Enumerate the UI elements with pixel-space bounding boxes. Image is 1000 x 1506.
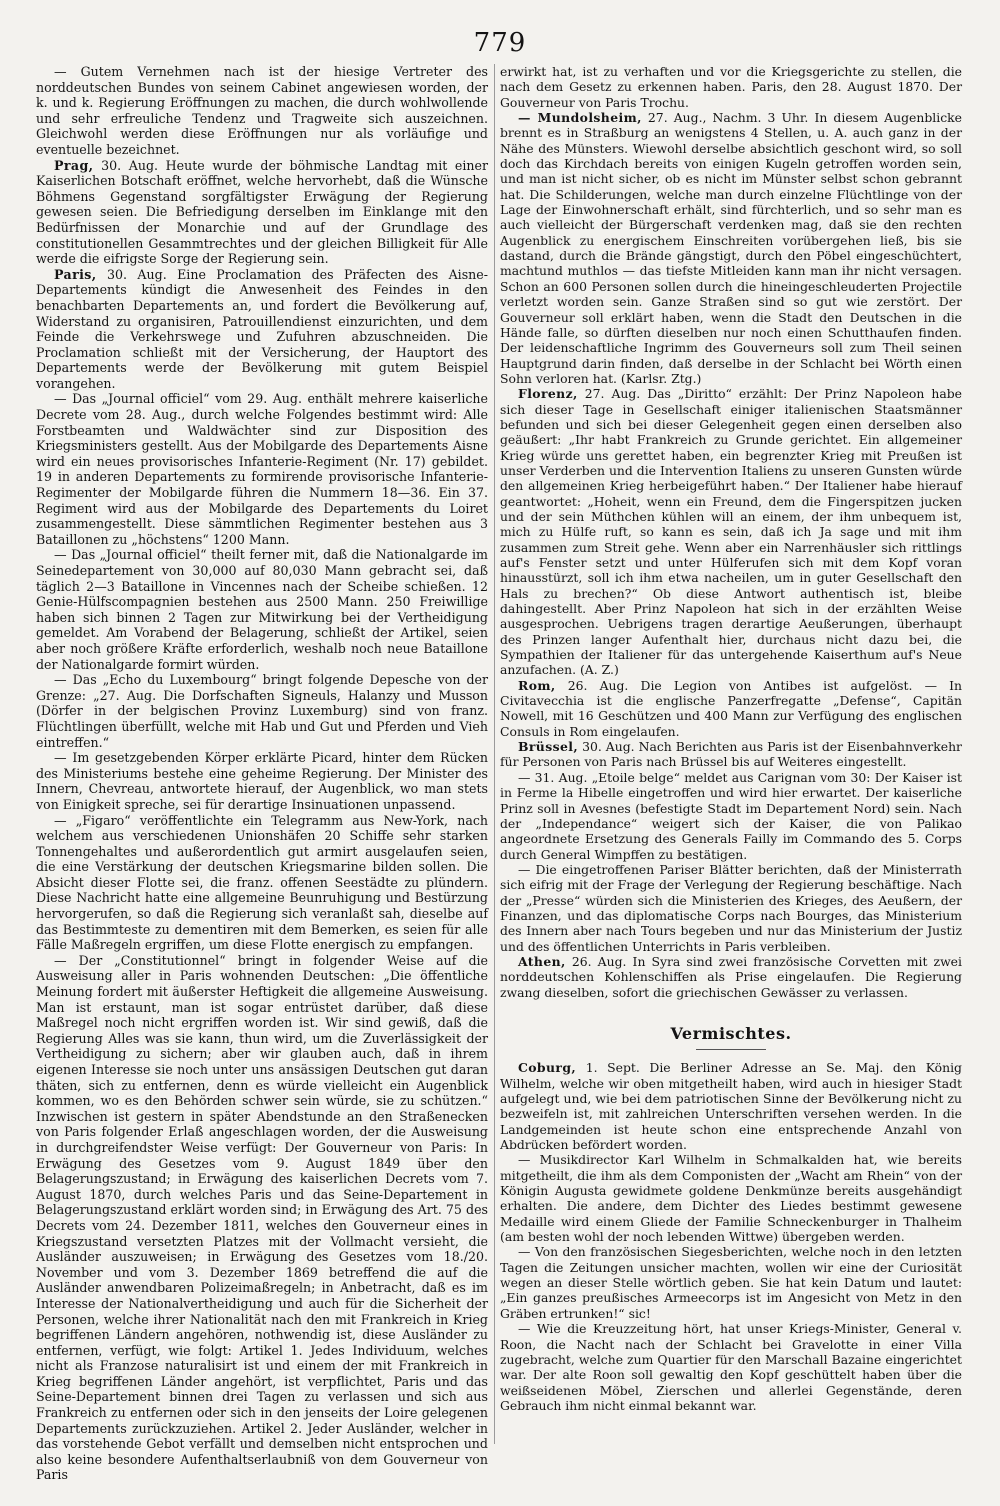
column-divider bbox=[494, 64, 495, 1444]
article-paragraph bbox=[500, 678, 962, 739]
dateline: Brüssel, bbox=[518, 739, 579, 755]
article-paragraph bbox=[500, 954, 962, 1000]
page-number: 779 bbox=[473, 28, 527, 58]
article-paragraph bbox=[500, 770, 962, 862]
dateline: — Mundolsheim, bbox=[518, 110, 642, 126]
paragraph-text: — 31. Aug. „Etoile belge“ meldet aus Carignan vom 30: Der Kaiser ist in Ferme la Hibelle eingetroffen und wird hier erwartet. Der kaiserliche Prinz soll in Avesnes (befestigte Stadt im Departement Nord) sein. Nach der „Independance“ weigert sich der Kaiser, die von Palikao angeordnete Ersetzung des Generals Failly im Commando des 5. Corps durch General Wimpffen zu bestätigen. bbox=[500, 769, 962, 862]
dateline: Paris, bbox=[54, 266, 97, 282]
article-paragraph bbox=[500, 386, 962, 678]
news-section bbox=[500, 64, 962, 1000]
miscellany-section bbox=[500, 1060, 962, 1413]
article-paragraph bbox=[500, 1244, 962, 1321]
paragraph-text: — Wie die Kreuzzeitung hört, hat unser Kriegs-Minister, General v. Roon, die Nacht nach der Schlacht bei Gravelotte in einer Villa zugebracht, welche zum Quartier für den Marschall Bazaine eingerichtet war. Der alte Roon soll gewaltig den Kopf geschüttelt haben über die weißseidenen Möbel, Zierschen und allerlei Gegenstände, deren Gebrauch ihm nicht einmal bekannt war. bbox=[500, 1321, 962, 1413]
article-paragraph bbox=[500, 64, 962, 110]
paragraph-text: 26. Aug. Die Legion von Antibes ist aufgelöst. — In Civitavecchia ist die englische Panzerfregatte „Defense“, Capitän Nowell, mit 16 Geschützen und 400 Mann zur Verfügung des englischen Consuls in Rom eingelaufen. bbox=[500, 677, 962, 739]
section-heading: Vermischtes. bbox=[670, 1023, 792, 1043]
article-paragraph bbox=[500, 862, 962, 954]
article-paragraph bbox=[500, 739, 962, 770]
dateline: Athen, bbox=[518, 953, 566, 969]
dateline: Coburg, bbox=[518, 1060, 577, 1076]
article-paragraph bbox=[500, 1152, 962, 1244]
article-paragraph bbox=[36, 267, 488, 392]
paragraph-text: 1. Sept. Die Berliner Adresse an Se. Maj. den König Wilhelm, welche wir oben mitgetheilt haben, wird auch in hiesiger Stadt aufgelegt und, wie bei dem patriotischen Sinne der Bevölkerung nicht zu bezweifeln ist, mit zahlreichen Unterschriften versehen werden. In die Landgemeinden ist heute schon eine entsprechende Anzahl von Abdrücken befördert worden. bbox=[500, 1060, 962, 1153]
heading-rule bbox=[696, 1049, 766, 1050]
paragraph-text: — Von den französischen Siegesberichten, welche noch in den letzten Tagen die Zeitungen unsicher machten, wollen wir eine der Curiosität wegen an dieser Stelle wörtlich geben. Sie hat kein Datum und lautet: „Ein ganzes preußisches Armeecorps ist im Angesicht von Metz in den Gräben ertrunken!“ sic! bbox=[500, 1244, 962, 1321]
dateline: Florenz, bbox=[518, 386, 578, 402]
paragraph-text: 30. Aug. Eine Proclamation des Präfecten des Aisne-Departements kündigt die Anwesenheit des Feindes in den benachbarten Departements an, und fordert die Bevölkerung auf, Widerstand zu organisiren, Patrouillendienst einzurichten, und dem Feinde die Verkehrswege und Zufuhren abzuschneiden. Die Proclamation schließt mit der Versicherung, der Hauptort des Departements werde der Bevölkerung mit gutem Beispiel vorangehen. bbox=[36, 266, 488, 391]
article-paragraph bbox=[500, 110, 962, 386]
dateline: Rom, bbox=[518, 677, 556, 693]
paragraph-text: 26. Aug. In Syra sind zwei französische Corvetten mit zwei norddeutschen Kohlenschiffen als Prise eingelaufen. Die Regierung zwang dieselben, sofort die griechischen Gewässer zu verlassen. bbox=[500, 953, 962, 1000]
paragraph-text: erwirkt hat, ist zu verhaften und vor die Kriegsgerichte zu stellen, die nach dem Gesetz zu erkennen haben. Paris, den 28. August 1870. Der Gouverneur von Paris Trochu. bbox=[500, 64, 962, 110]
article-paragraph bbox=[36, 953, 488, 1483]
paragraph-text: — Das „Journal officiel“ theilt ferner mit, daß die Nationalgarde im Seinedepartement von 30,000 auf 80,030 Mann gebracht sei, daß täglich 2—3 Bataillone in Vincennes nach der Scheibe schießen. 12 Genie-Hülfscompagnien bestehen aus 2500 Mann. 250 Freiwillige haben sich binnen 2 Tagen zur Mitwirkung bei der Vertheidigung gemeldet. Am Vorabend der Belagerung, schließt der Artikel, seien aber noch größere Kräfte erforderlich, weshalb noch neue Bataillone der Nationalgarde formirt würden. bbox=[36, 547, 488, 672]
paragraph-text: — Der „Constitutionnel“ bringt in folgender Weise auf die Ausweisung aller in Paris wohnenden Deutschen: „Die öffentliche Meinung fordert mit äußerster Heftigkeit die allgemeine Ausweisung. Man ist erstaunt, man ist sogar entrüstet darüber, daß diese Maßregel noch nicht ergriffen worden ist. Wir sind gewiß, daß die Regierung Alles was sie kann, thun wird, um die Zuverlässigkeit der Vertheidigung zu sichern; aber wir glauben auch, daß in ihrem eigenen Interesse sie noch unter uns ansässigen Deutschen gut daran thäten, sich zu entfernen, denn es würde vielleicht ein Augenblick kommen, wo es den Behörden schwer sein würde, sie zu schützen.“ Inzwischen ist gestern in später Abendstunde an den Straßenecken von Paris folgender Erlaß angeschlagen worden, der die Ausweisung in durchgreifendster Weise verfügt: Der Gouverneur von Paris: In Erwägung des Gesetzes vom 9. August 1849 über den Belagerungszustand; in Erwägung des kaiserlichen Decrets vom 7. August 1870, durch welches Paris und das Seine-Departement in Belagerungszustand erklärt worden sind; in Erwägung des Art. 75 des Decrets vom 24. Dezember 1811, welches den Gouverneur eines in Kriegszustand versetzten Platzes mit der Vollmacht versieht, die Ausländer auszuweisen; in Erwägung des Gesetzes vom 18./20. November und vom 3. Dezember 1869 betreffend die auf die Ausländer anwendbaren Polizeimaßregeln; in Anbetracht, daß es im Interesse der Nationalvertheidigung und auch für die Sicherheit der Personen, welche ihrer Nationalität nach den mit Frankreich in Krieg begriffenen Ländern angehören, nothwendig ist, diese Ausländer zu entfernen, verfügt, wie folgt: Artikel 1. Jedes Individuum, welches nicht als Franzose naturalisirt ist und einem der mit Frankreich in Krieg begriffenen Länder angehört, ist verpflichtet, Paris und das Seine-Departement binnen drei Tagen zu verlassen und sich aus Frankreich zu entfernen oder sich in den jenseits der Loire gelegenen Departements zurückzuziehen. Artikel 2. Jeder Ausländer, welcher in das vorstehende Gebot verfällt und demselben nicht entsprochen und also keine besondere Aufenthaltserlaubniß von dem Gouverneur von Paris bbox=[36, 952, 488, 1483]
article-paragraph bbox=[36, 750, 488, 812]
paragraph-text: — Das „Journal officiel“ vom 29. Aug. enthält mehrere kaiserliche Decrete vom 28. Aug., durch welche Folgendes bestimmt wird: Alle Forstbeamten und Waldwächter sind zur Disposition des Kriegsministers gestellt. Aus der Mobilgarde des Departements Aisne wird ein neues provisorisches Infanterie-Regiment (Nr. 17) gebildet. 19 in anderen Departements zu formirende provisorische Infanterie-Regimenter der Mobilgarde führen die Nummern 18—36. Ein 37. Regiment wird aus der Mobilgarde des Departements du Loiret zusammengestellt. Diese sämmtlichen Regimenter bestehen aus 3 Bataillonen zu „höchstens“ 1200 Mann. bbox=[36, 391, 488, 547]
article-paragraph bbox=[500, 1321, 962, 1413]
paragraph-text: — Im gesetzgebenden Körper erklärte Picard, hinter dem Rücken des Ministeriums bestehe eine geheime Regierung. Der Minister des Innern, Chevreau, antwortete hierauf, der Augenblick, wo man stets von Einigkeit spreche, sei für derartige Insinuationen unpassend. bbox=[36, 750, 488, 812]
left-column bbox=[36, 64, 488, 1483]
article-paragraph bbox=[36, 391, 488, 547]
article-paragraph bbox=[500, 1060, 962, 1152]
paragraph-text: 30. Aug. Heute wurde der böhmische Landtag mit einer Kaiserlichen Botschaft eröffnet, welche hervorhebt, daß die Wünsche Böhmens Gegenstand sorgfältigster Erwägung der Regierung gewesen seien. Die Befriedigung derselben im Einklange mit den Bedürfnissen der Monarchie und auf der Grundlage des constitutionellen Gesammtrechtes und der gleichen Billigkeit für Alle werde die eifrigste Sorge der Regierung sein. bbox=[36, 157, 488, 267]
paragraph-text: — Die eingetroffenen Pariser Blätter berichten, daß der Ministerrath sich eifrig mit der Frage der Verlegung der Regierung beschäftige. Nach der „Presse“ würden sich die Ministerien des Krieges, des Aeußern, der Finanzen, und das diplomatische Corps nach Bourges, das Ministerium des Innern aber nach Tours begeben und nur das Ministerium der Justiz und des öffentlichen Unterrichts in Paris verbleiben. bbox=[500, 861, 962, 954]
dateline: Prag, bbox=[54, 157, 94, 173]
right-column bbox=[500, 64, 962, 1413]
paragraph-text: 27. Aug., Nachm. 3 Uhr. In diesem Augenblicke brennt es in Straßburg an wenigstens 4 Stellen, u. A. auch ganz in der Nähe des Münsters. Wiewohl derselbe absichtlich geschont wird, so soll doch das Kirchdach bereits von einigen Kugeln getroffen worden sein, und man ist nicht sicher, ob es nicht im Münster selbst schon gebrannt hat. Die Schilderungen, welche man durch einzelne Flüchtlinge von der Lage der Einwohnerschaft erhält, sind fürchterlich, und so sehr man es auch vielleicht der Bürgerschaft verdenken mag, daß sie den rechten Augenblick zu energischem Einschreiten vorübergehen ließ, bis sie dastand, durch die Brände gängstigt, durch den Pöbel eingeschüchtert, machtund muthlos — das tiefste Mitleiden kann man ihr nicht versagen. Schon an 600 Personen sollen durch die hineingeschleuderten Projectile verletzt worden sein. Ganze Straßen sind so gut wie zerstört. Der Gouverneur soll erklärt haben, wenn die Stadt den Deutschen in die Hände falle, so dürften dieselben nur noch einen Schutthaufen finden. Der leidenschaftliche Ingrimm des Gouverneurs soll zum Theil seinen Hauptgrund darin finden, daß derselbe in der Schlacht bei Wörth einen Sohn verloren hat. (Karlsr. Ztg.) bbox=[500, 110, 962, 386]
article-paragraph bbox=[36, 813, 488, 953]
article-paragraph bbox=[36, 672, 488, 750]
article-paragraph bbox=[36, 158, 488, 267]
article-paragraph bbox=[36, 64, 488, 158]
paragraph-text: — „Figaro“ veröffentlichte ein Telegramm aus New-York, nach welchem aus verschiedenen Unionshäfen 20 Schiffe sehr starken Tonnengehaltes und außerordentlich gut armirt ausgelaufen seien, die eine Verstärkung der deutschen Kriegsmarine bilden sollen. Die Absicht dieser Flotte sei, die franz. offenen Seestädte zu plündern. Diese Nachricht hatte eine allgemeine Beunruhigung und Bestürzung hervorgerufen, so daß die Regierung sich veranlaßt sah, dieselbe auf das Bestimmteste zu dementiren mit dem Bemerken, es seien für alle Fälle Maßregeln ergriffen, um diese Flotte energisch zu empfangen. bbox=[36, 812, 488, 953]
paragraph-text: 30. Aug. Nach Berichten aus Paris ist der Eisenbahnverkehr für Personen von Paris nach Brüssel bis auf Weiteres eingestellt. bbox=[500, 739, 962, 770]
paragraph-text: 27. Aug. Das „Diritto“ erzählt: Der Prinz Napoleon habe sich dieser Tage in Gesellschaft einiger italienischen Staatsmänner befunden und sich bei dieser Gelegenheit gegen einen derselben also geäußert: „Ihr habt Frankreich zu Grunde gerichtet. Ein allgemeiner Krieg würde uns gerettet haben, ein begrenzter Krieg mit Preußen ist unser Verderben und die Intervention Italiens zu unseren Gunsten würde den allgemeinen Krieg herbeigeführt haben.“ Der Italiener habe hierauf geantwortet: „Hoheit, wenn ein Freund, dem die Fingerspitzen jucken und der sein Müthchen kühlen will an einem, der ihm unbequem ist, mich zu Hülfe ruft, so kann es sein, daß ich Ja sage und mit ihm zusammen zum Streit gehe. Wenn aber ein Narrenhäusler sich rittlings auf's Fenster setzt und unter Hülferufen sich mit dem Kopf voran hinausstürzt, soll ich ihm etwa nacheilen, um in guter Gesellschaft den Hals zu brechen?“ Ob diese Antwort authentisch ist, bleibe dahingestellt. Aber Prinz Napoleon hat sich in der erzählten Weise ausgesprochen. Uebrigens tragen derartige Aeußerungen, überhaupt des Prinzen langer Aufenthalt hier, durchaus nicht dazu bei, die Sympathien der Italiener für das untergehende Kaiserthum auf's Neue anzufachen. (A. Z.) bbox=[500, 386, 962, 678]
paragraph-text: — Musikdirector Karl Wilhelm in Schmalkalden hat, wie bereits mitgetheilt, die ihm als dem Componisten der „Wacht am Rhein“ von der Königin Augusta gewidmete goldene Denkmünze bereits ausgehändigt erhalten. Die andere, dem Dichter des Liedes bestimmt gewesene Medaille wird einem Gliede der Familie Schneckenburger in Thalheim (am besten wohl der noch lebenden Wittwe) übergeben werden. bbox=[500, 1152, 962, 1245]
paragraph-text: — Das „Echo du Luxembourg“ bringt folgende Depesche von der Grenze: „27. Aug. Die Dorfschaften Signeuls, Halanzy und Musson (Dörfer in der belgischen Provinz Luxemburg) sind von franz. Flüchtlingen überfüllt, welche mit Hab und Gut und Pferden und Vieh eintreffen.“ bbox=[36, 672, 488, 750]
article-paragraph bbox=[36, 547, 488, 672]
paragraph-text: — Gutem Vernehmen nach ist der hiesige Vertreter des norddeutschen Bundes von seinem Cabinet angewiesen worden, der k. und k. Regierung Eröffnungen zu machen, die durch wohlwollende und sehr erfreuliche Tendenz und Tragweite sich auszeichnen. Gleichwohl werden diese Eröffnungen nur als vorläufige und eventuelle bezeichnet. bbox=[36, 64, 488, 157]
